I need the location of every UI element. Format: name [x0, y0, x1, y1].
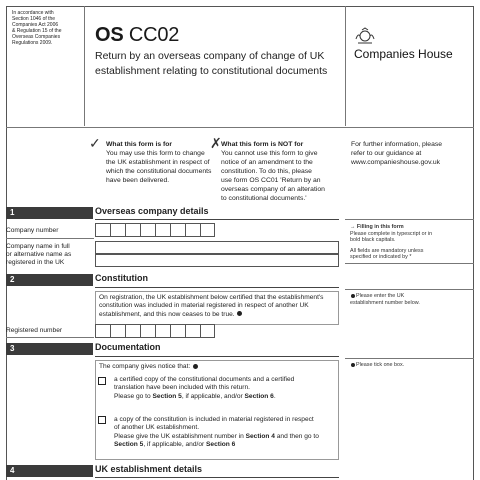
side-line: bold black capitals.	[350, 237, 396, 244]
section-rule	[95, 356, 339, 357]
option-2-checkbox[interactable]	[98, 416, 106, 424]
statement-line: constitution was included in material registered in respect of another UK	[99, 302, 309, 310]
label-line: or alternative name as	[6, 251, 72, 258]
section-number: 4	[6, 465, 93, 477]
section-number: 3	[6, 343, 93, 355]
not-for-line: You cannot use this form to give	[221, 150, 318, 157]
side-line: Please enter the UK	[356, 293, 405, 299]
company-number-input[interactable]	[95, 223, 215, 237]
legal-line: In accordance with	[12, 10, 54, 16]
header-divider-right	[345, 6, 346, 126]
side-line: Please tick one box.	[356, 362, 405, 368]
option-1-text	[114, 376, 338, 401]
company-name-field-line2[interactable]	[95, 254, 339, 267]
is-for-line: You may use this form to change	[106, 150, 205, 157]
constitution-statement	[99, 294, 339, 319]
company-name-label	[6, 243, 71, 267]
title-line: Return by an overseas company of change of UK	[95, 50, 325, 62]
option-go-line: Section 5, if applicable, and/or Section 6	[114, 440, 236, 448]
section-rule	[95, 477, 339, 478]
section-3-header	[6, 343, 474, 355]
side-line: specified or indicated by *	[350, 254, 412, 261]
legal-line: & Regulation 15 of the	[12, 28, 62, 34]
registered-number-input[interactable]	[95, 324, 215, 338]
form-prefix: OS	[95, 24, 124, 46]
constitution-guidance	[350, 293, 468, 306]
not-for-line: overseas company of an alteration	[221, 186, 325, 193]
statement-line: establishment, and this now ceases to be true.	[99, 310, 235, 318]
option-1-checkbox[interactable]	[98, 377, 106, 385]
not-for-line: notice of an amendment to the	[221, 159, 313, 166]
intro-rule	[6, 127, 474, 128]
label-rule	[6, 238, 94, 239]
side-rule	[345, 358, 474, 359]
label-line: registered in the UK	[6, 259, 65, 266]
option-2-text	[114, 416, 338, 449]
documentation-guidance	[350, 362, 468, 369]
is-for-line: have been delivered.	[106, 177, 170, 184]
section-title: Constitution	[95, 273, 148, 283]
is-for-line: which the constitutional documents	[106, 168, 212, 175]
legal-line: Overseas Companies	[12, 34, 61, 40]
not-for-line: use form OS CC01 'Return by an	[221, 177, 321, 184]
companies-house-logo: Companies House	[354, 47, 453, 61]
not-for-line: constitution. To do this, please	[221, 168, 312, 175]
option-go-line: Please go to Section 5, if applicable, and/or Section 6.	[114, 392, 276, 400]
note-1-icon	[351, 294, 355, 298]
option-go-line: Please give the UK establishment number in Section 4 and then go to	[114, 432, 319, 440]
not-for-line: to constitutional documents.'	[221, 195, 307, 202]
label-line: Company name in full	[6, 243, 70, 250]
form-title	[95, 49, 345, 79]
legal-line: Section 1046 of the	[12, 16, 56, 22]
header-divider	[84, 6, 85, 126]
section-number: 2	[6, 274, 93, 286]
legal-reference	[12, 10, 72, 46]
royal-crest-icon	[354, 27, 376, 45]
option-line: of another UK establishment.	[114, 424, 200, 432]
section-2-header	[6, 274, 474, 286]
option-line: translation have been included with this return.	[114, 384, 250, 392]
section-number: 1	[6, 207, 93, 219]
info-line: refer to our guidance at	[351, 150, 422, 157]
checkmark-icon: ✓	[89, 135, 101, 151]
section-4-header	[6, 465, 474, 477]
legal-line: Companies Act 2006	[12, 22, 59, 28]
section-title: UK establishment details	[95, 464, 203, 474]
side-rule	[345, 219, 474, 220]
documentation-intro	[99, 363, 199, 371]
intro-text: The company gives notice that:	[99, 363, 191, 370]
note-1-icon	[237, 311, 242, 316]
registered-number-label: Registered number	[6, 327, 63, 334]
section-rule	[95, 219, 339, 220]
info-line: For further information, please	[351, 141, 443, 148]
not-for-title: What this form is NOT for	[221, 141, 304, 148]
option-line: a certified copy of the constitutional documents and a certified	[114, 376, 295, 383]
note-2-icon	[351, 363, 355, 367]
further-info	[351, 140, 471, 167]
filling-in-guidance	[350, 224, 468, 261]
section-rule	[95, 287, 339, 288]
is-for-line: the UK establishment in respect of	[106, 159, 210, 166]
side-rule	[345, 289, 474, 290]
what-form-is-for	[106, 140, 214, 185]
form-number: CC02	[128, 24, 180, 46]
section-title: Overseas company details	[95, 206, 209, 216]
title-line: establishment relating to constitutional documents	[95, 65, 328, 77]
side-line: All fields are mandatory unless	[350, 247, 424, 254]
note-2-icon	[193, 364, 198, 369]
option-line: a copy of the constitution is included in material registered in respect	[114, 416, 314, 423]
side-title: Filling in this form	[356, 224, 404, 230]
section-title: Documentation	[95, 342, 161, 352]
arrow-icon: →	[350, 224, 357, 230]
section-1-header	[6, 207, 474, 219]
company-name-field[interactable]	[95, 241, 339, 254]
side-line: establishment number below.	[350, 299, 420, 306]
form-code	[95, 24, 179, 47]
side-line: Please complete in typescript or in	[350, 230, 433, 237]
what-form-is-not-for	[221, 140, 341, 203]
info-line: www.companieshouse.gov.uk	[351, 159, 441, 166]
side-rule	[345, 263, 474, 264]
cross-icon: ✗	[210, 135, 222, 151]
company-number-label: Company number	[6, 227, 59, 234]
legal-line: Regulations 2009.	[12, 40, 53, 46]
statement-line: On registration, the UK establishment below certified that the establishment's	[99, 294, 324, 301]
label-rule	[6, 337, 94, 338]
is-for-title: What this form is for	[106, 141, 173, 148]
